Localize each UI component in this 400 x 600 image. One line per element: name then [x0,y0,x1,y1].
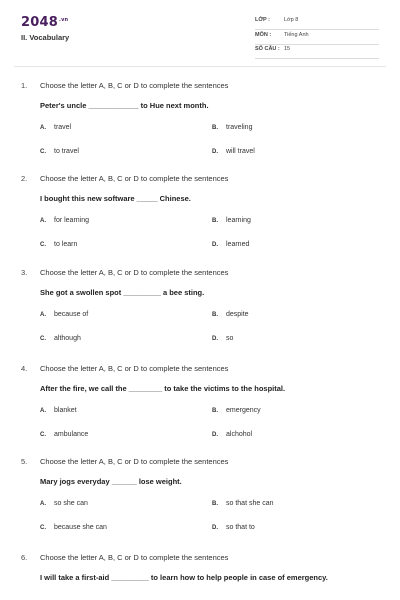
question-sentence: I bought this new software _____ Chinese. [40,194,191,203]
option-text: travel [54,124,72,131]
question-1 [0,81,400,174]
option-letter: A. [40,125,46,131]
meta-value: Tiếng Anh [284,32,309,38]
option-text: for learning [54,217,90,224]
option-text: emergency [226,407,261,414]
question-sentence: Mary jogs everyday ______ lose weight. [40,477,182,486]
option-text: because of [54,311,89,318]
question-sentence: I will take a first-aid _________ to learn how to help people in case of emergency. [40,573,328,582]
question-prompt: Choose the letter A, B, C or D to complete the sentences [40,553,229,562]
question-prompt: Choose the letter A, B, C or D to complete the sentences [40,81,229,90]
question-3 [0,268,400,361]
option-letter: B. [212,501,218,507]
option-d[interactable] [212,241,249,248]
option-text: because she can [54,524,107,531]
option-letter: B. [212,125,218,131]
logo-suffix: .vn [58,16,69,23]
option-text: so [226,335,234,342]
page-header [0,0,400,64]
question-sentence: Peter's uncle ____________ to Hue next month. [40,101,209,110]
question-2 [0,174,400,267]
question-prompt: Choose the letter A, B, C or D to complete the sentences [40,457,229,466]
option-text: ambulance [54,431,89,438]
option-letter: C. [40,432,46,438]
option-text: learning [226,217,251,224]
option-text: learned [226,241,250,248]
option-letter: B. [212,312,218,318]
option-a[interactable] [40,500,88,507]
logo-text: 2048 [21,15,58,30]
option-letter: D. [212,242,218,248]
option-letter: C. [40,525,46,531]
option-text: despite [226,311,249,318]
option-a[interactable] [40,311,88,318]
option-text: blanket [54,407,77,414]
question-number: 3. [21,268,28,277]
question-4 [0,364,400,457]
question-prompt: Choose the letter A, B, C or D to complete the sentences [40,364,229,373]
option-d[interactable] [212,148,255,155]
option-text: will travel [226,148,255,155]
option-letter: D. [212,149,218,155]
option-c[interactable] [40,241,77,248]
meta-class-row [255,15,379,30]
option-letter: C. [40,242,46,248]
option-c[interactable] [40,335,81,342]
option-text: to learn [54,241,78,248]
option-letter: A. [40,408,46,414]
option-letter: C. [40,149,46,155]
meta-subject-row [255,30,379,45]
question-sentence: She got a swollen spot _________ a bee sting. [40,288,205,297]
option-a[interactable] [40,124,71,131]
meta-value: 15 [284,46,291,52]
option-text: traveling [226,124,253,131]
question-number: 2. [21,174,28,183]
option-b[interactable] [212,217,251,224]
option-c[interactable] [40,524,107,531]
meta-label: MÔN : [255,32,272,38]
header-divider [14,66,386,67]
option-b[interactable] [212,124,252,131]
option-d[interactable] [212,431,252,438]
option-a[interactable] [40,217,89,224]
question-5 [0,457,400,550]
option-d[interactable] [212,524,255,531]
question-prompt: Choose the letter A, B, C or D to complete the sentences [40,174,229,183]
option-b[interactable] [212,311,249,318]
option-a[interactable] [40,407,77,414]
section-title: II. Vocabulary [21,33,70,42]
option-text: although [54,335,81,342]
option-text: so she can [54,500,88,507]
option-d[interactable] [212,335,233,342]
meta-label: SỐ CÂU : [255,46,280,52]
option-letter: C. [40,336,46,342]
option-c[interactable] [40,148,79,155]
option-c[interactable] [40,431,88,438]
option-letter: A. [40,312,46,318]
option-text: to travel [54,148,79,155]
option-b[interactable] [212,500,273,507]
option-letter: A. [40,501,46,507]
option-letter: D. [212,525,218,531]
site-logo[interactable] [21,15,68,30]
option-letter: B. [212,218,218,224]
option-b[interactable] [212,407,261,414]
question-6 [0,553,400,600]
meta-label: LỚP : [255,17,270,23]
option-letter: B. [212,408,218,414]
meta-count-row [255,44,379,59]
question-number: 4. [21,364,28,373]
option-text: so that to [226,524,255,531]
question-number: 1. [21,81,28,90]
option-text: alchohol [226,431,253,438]
option-text: so that she can [226,500,274,507]
option-letter: A. [40,218,46,224]
question-number: 6. [21,553,28,562]
question-prompt: Choose the letter A, B, C or D to complete the sentences [40,268,229,277]
question-number: 5. [21,457,28,466]
option-letter: D. [212,432,218,438]
question-sentence: After the fire, we call the ________ to take the victims to the hospital. [40,384,286,393]
meta-value: Lớp 8 [284,17,299,23]
option-letter: D. [212,336,218,342]
